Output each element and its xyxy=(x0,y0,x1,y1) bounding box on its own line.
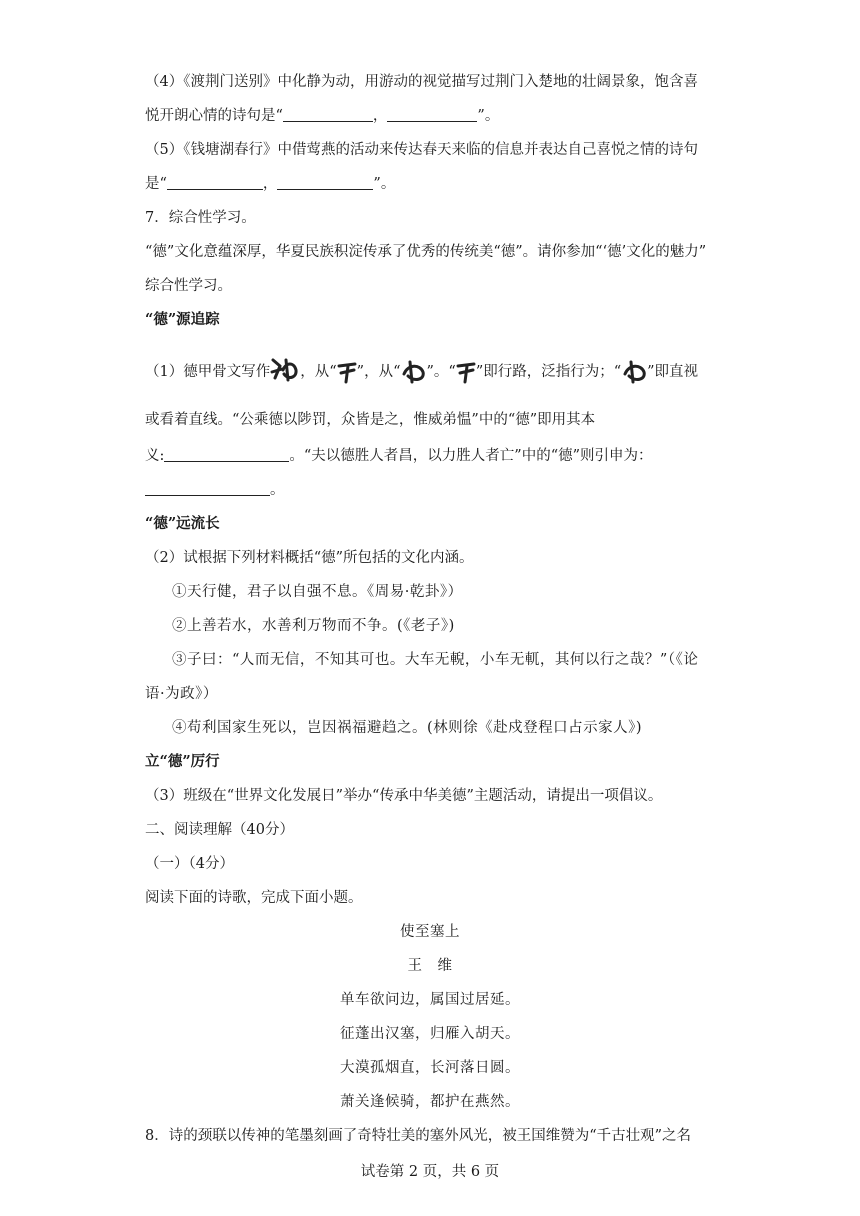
q7-sub1-line3: 义: 。“夫以德胜人者昌，以力胜人者亡”中的“德”则引申为： xyxy=(145,448,653,464)
q7-intro-line2: 综合性学习。 xyxy=(145,278,232,294)
material-3-line1: ③子曰：“人而无信，不知其可也。大车无輗，小车无軏，其何以行之哉？”（《论 xyxy=(172,652,699,668)
answer-blank[interactable] xyxy=(387,107,477,122)
poem-title: 使至塞上 xyxy=(400,924,460,940)
oracle-eye-glyph xyxy=(400,360,426,390)
poem-author: 王 维 xyxy=(407,958,453,974)
part2-heading: 二、阅读理解（40分） xyxy=(145,822,294,838)
oracle-eye-glyph xyxy=(621,360,647,390)
q6-item5-line2: 是“ ， ”。 xyxy=(145,176,396,192)
answer-blank[interactable] xyxy=(145,481,270,496)
part2-subheading: （一）（4分） xyxy=(145,856,234,872)
poem-line: 单车欲问边，属国过居延。 xyxy=(340,992,520,1008)
oracle-chi-glyph xyxy=(456,360,476,390)
oracle-de-glyph xyxy=(270,356,300,390)
answer-blank[interactable] xyxy=(283,107,373,122)
material-2: ②上善若水，水善利万物而不争。(《老子》) xyxy=(172,618,455,634)
answer-blank[interactable] xyxy=(164,447,289,462)
q7-sub1-line4: 。 xyxy=(145,480,285,500)
q7-sub1-line1: （1）德甲骨文写作 ，从“ ”，从“ ”。“ ”即行路，泛指行为；“ ”即直视 xyxy=(145,356,698,390)
q7-sub3: （3）班级在“世界文化发展日”举办“传承中华美德”主题活动，请提出一项倡议。 xyxy=(145,788,663,804)
q8-text: 8．诗的颈联以传神的笔墨刻画了奇特壮美的塞外风光，被王国维赞为“千古壮观”之名 xyxy=(145,1128,692,1144)
section-heading-origin: “德”源追踪 xyxy=(145,311,220,328)
section-heading-practice: 立“德”厉行 xyxy=(145,753,220,770)
material-4: ④苟利国家生死以，岂因祸福避趋之。(林则徐《赴戍登程口占示家人》) xyxy=(172,720,643,736)
q6-item5-line1: （5）《钱塘湖春行》中借莺燕的活动来传达春天来临的信息并表达自己喜悦之情的诗句 xyxy=(145,142,698,158)
q6-item4-line1: （4）《渡荆门送别》中化静为动，用游动的视觉描写过荆门入楚地的壮阔景象，饱含喜 xyxy=(145,74,698,90)
q7-title: 7．综合性学习。 xyxy=(145,210,256,226)
material-3-line2: 语·为政》） xyxy=(145,686,218,702)
oracle-chi-glyph xyxy=(337,360,357,390)
section-heading-history: “德”远流长 xyxy=(145,515,220,532)
answer-blank[interactable] xyxy=(167,175,263,190)
material-1: ①天行健，君子以自强不息。《周易·乾卦》） xyxy=(172,584,463,600)
q7-sub1-line2: 或看着直线。“公乘德以陟罚，众皆是之，惟威弟愠”中的“德”即用其本 xyxy=(145,412,596,428)
answer-blank[interactable] xyxy=(277,175,373,190)
part2-instruction: 阅读下面的诗歌，完成下面小题。 xyxy=(145,890,363,906)
poem-line: 征蓬出汉塞，归雁入胡天。 xyxy=(340,1026,520,1042)
q7-intro-line1: “德”文化意蕴深厚，华夏民族积淀传承了优秀的传统美“德”。请你参加“‘德’文化的魅力” xyxy=(145,244,707,260)
poem-line: 萧关逢候骑，都护在燕然。 xyxy=(340,1094,520,1110)
q7-sub2: （2）试根据下列材料概括“德”所包括的文化内涵。 xyxy=(145,550,474,566)
q6-item4-line2: 悦开朗心情的诗句是“ ， ”。 xyxy=(145,108,500,124)
page-footer: 试卷第 2 页，共 6 页 xyxy=(360,1164,500,1180)
poem-line: 大漠孤烟直，长河落日圆。 xyxy=(340,1060,520,1076)
